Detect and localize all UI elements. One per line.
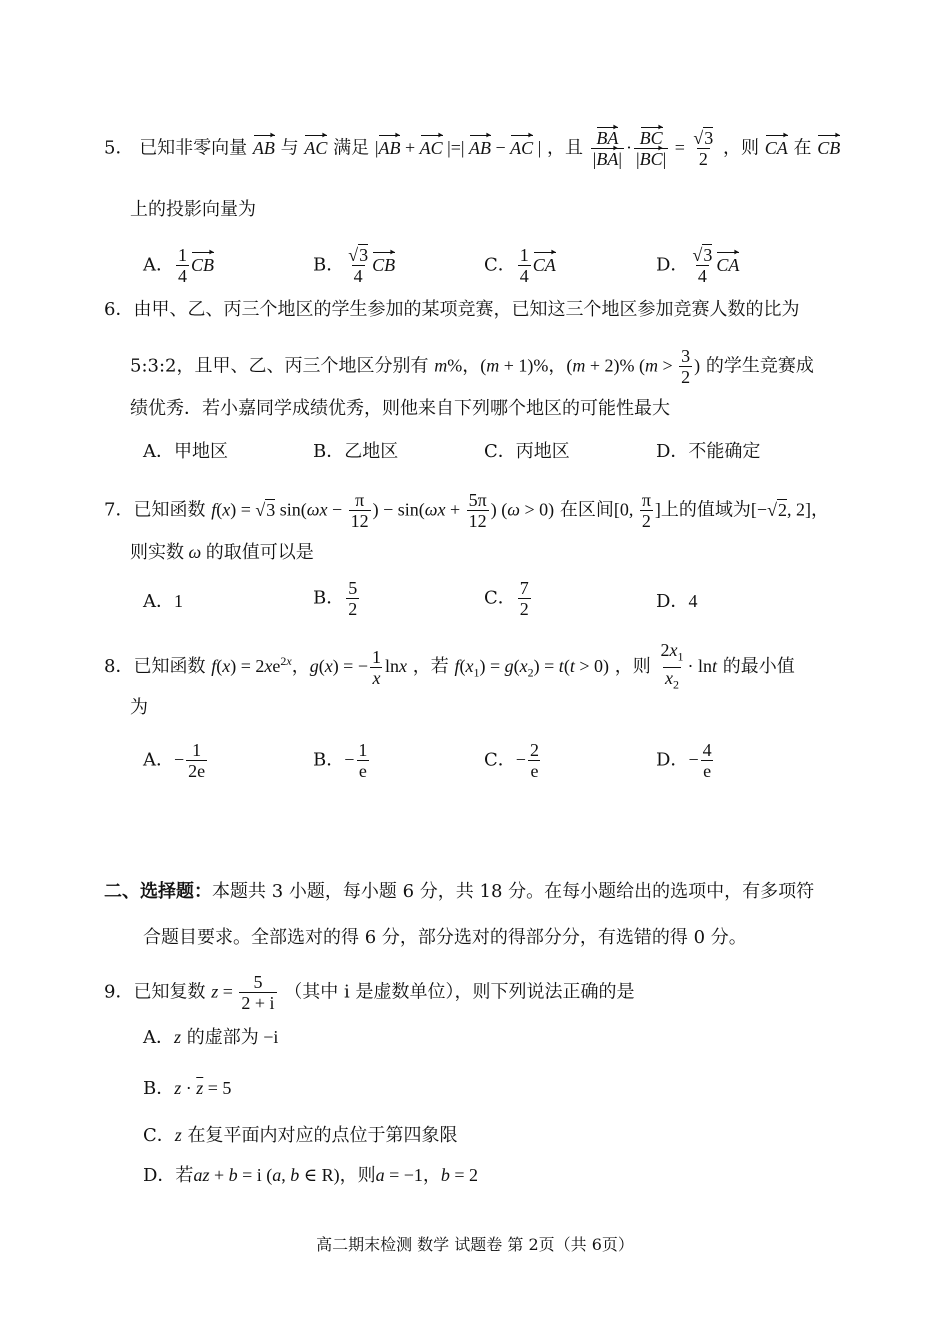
q9-stem: 9．已知复数 z = $\frac{5}{2 + i}$ （其中 i 是虚数单位），则下列说法正确的是 <box>104 972 635 1013</box>
page-footer: 高二期末检测 数学 试题卷 第 2页（共 6页） <box>316 1235 634 1254</box>
q5-stem: 5． 已知非零向量 AB 与 AC 满足 |AB + AC |=| AB − AC | ，且 $\frac{BA}{|BA|}$ · $\frac{BC}{|BC|}$ = $\frac{√3}{2}$ ，则 CA 在 CB <box>104 128 841 169</box>
q7-option-c[interactable]: C． $\frac{7}{2}$ <box>484 578 529 619</box>
q6-line3: 绩优秀．若小嘉同学成绩优秀，则他来自下列哪个地区的可能性最大 <box>130 398 670 419</box>
q5-option-b[interactable]: B． $\frac{√3}{4}$ CB <box>313 245 396 286</box>
q5-and: 与 <box>280 137 299 159</box>
q5-option-d[interactable]: D． $\frac{√3}{4}$ CA <box>656 245 740 286</box>
q7-option-a[interactable]: A．1 <box>143 591 183 612</box>
q6-option-c[interactable]: C．丙地区 <box>484 441 570 462</box>
section2-line1: 二、选择题：本题共 3 小题，每小题 6 分，共 18 分。在每小题给出的选项中，有多项符 <box>104 881 815 902</box>
q5-option-c[interactable]: C． $\frac{1}{4}$ CA <box>484 245 556 286</box>
q5-at: 在 <box>793 137 812 159</box>
q7-stem: 7．已知函数 f(x) = √3 sin(ωx − $\frac{\pi}{12}$ ) − sin(ωx + $\frac{5\pi}{12}$ ) (ω > 0) 在区间[0, $\frac{\pi}{2}$ ]上的值域为[−√2, 2]， <box>104 490 829 531</box>
q5-text-a: 已知非零向量 <box>139 137 248 159</box>
q9-option-b[interactable]: B．$z \cdot \overline{z} = 5$ <box>143 1078 232 1099</box>
q5-number: 5． <box>104 137 134 159</box>
q8-stem: 8．已知函数 $f(x) = 2xe^{2x}$，g(x) = − $\frac{1}{x}$ lnx ，若 $f(x_1) = g(x_2) = t(t > 0)$ ，则 $\frac{2x_1}{x_2}$ · lnt 的最小值 <box>104 640 795 694</box>
q8-option-b[interactable]: B．− $\frac{1}{e}$ <box>313 740 368 781</box>
q8-option-d[interactable]: D．− $\frac{4}{e}$ <box>656 740 712 781</box>
q6-option-d[interactable]: D．不能确定 <box>656 441 761 462</box>
q7-line2: 则实数 ω 的取值可以是 <box>130 542 314 563</box>
q7-option-b[interactable]: B． $\frac{5}{2}$ <box>313 578 358 619</box>
q5-stem-b: 上的投影向量为 <box>130 199 256 220</box>
q5-then: ，则 <box>723 137 759 159</box>
q6-line2: 5:3:2，且甲、乙、丙三个地区分别有 m%，(m + 1)%，(m + 2)% (m > $\frac{3}{2}$ ) 的学生竞赛成 <box>130 346 814 387</box>
q6-line1: 6．由甲、乙、丙三个地区的学生参加的某项竞赛，已知这三个地区参加竞赛人数的比为 <box>104 299 800 320</box>
q9-option-c[interactable]: C．z 在复平面内对应的点位于第四象限 <box>143 1125 458 1146</box>
q8-line2: 为 <box>130 697 148 718</box>
q9-option-a[interactable]: A．z 的虚部为 −i <box>143 1027 279 1048</box>
section2-line2: 合题目要求。全部选对的得 6 分，部分选对的得部分分，有选错的得 0 分。 <box>143 927 747 948</box>
section2-heading: 二、选择题： <box>104 881 212 902</box>
q5-and-then: ，且 <box>547 137 584 159</box>
q5-option-a[interactable]: A． $\frac{1}{4}$ CB <box>143 245 215 286</box>
q9-option-d[interactable]: D．若az + b = i (a, b ∈ R)，则a = −1，b = 2 <box>143 1165 479 1186</box>
q6-option-a[interactable]: A．甲地区 <box>143 441 228 462</box>
q7-option-d[interactable]: D．4 <box>656 591 698 612</box>
q8-option-a[interactable]: A．− $\frac{1}{2e}$ <box>143 740 206 781</box>
q6-option-b[interactable]: B．乙地区 <box>313 441 399 462</box>
q8-option-c[interactable]: C．− $\frac{2}{e}$ <box>484 740 539 781</box>
q5-satisfy: 满足 <box>333 137 370 159</box>
